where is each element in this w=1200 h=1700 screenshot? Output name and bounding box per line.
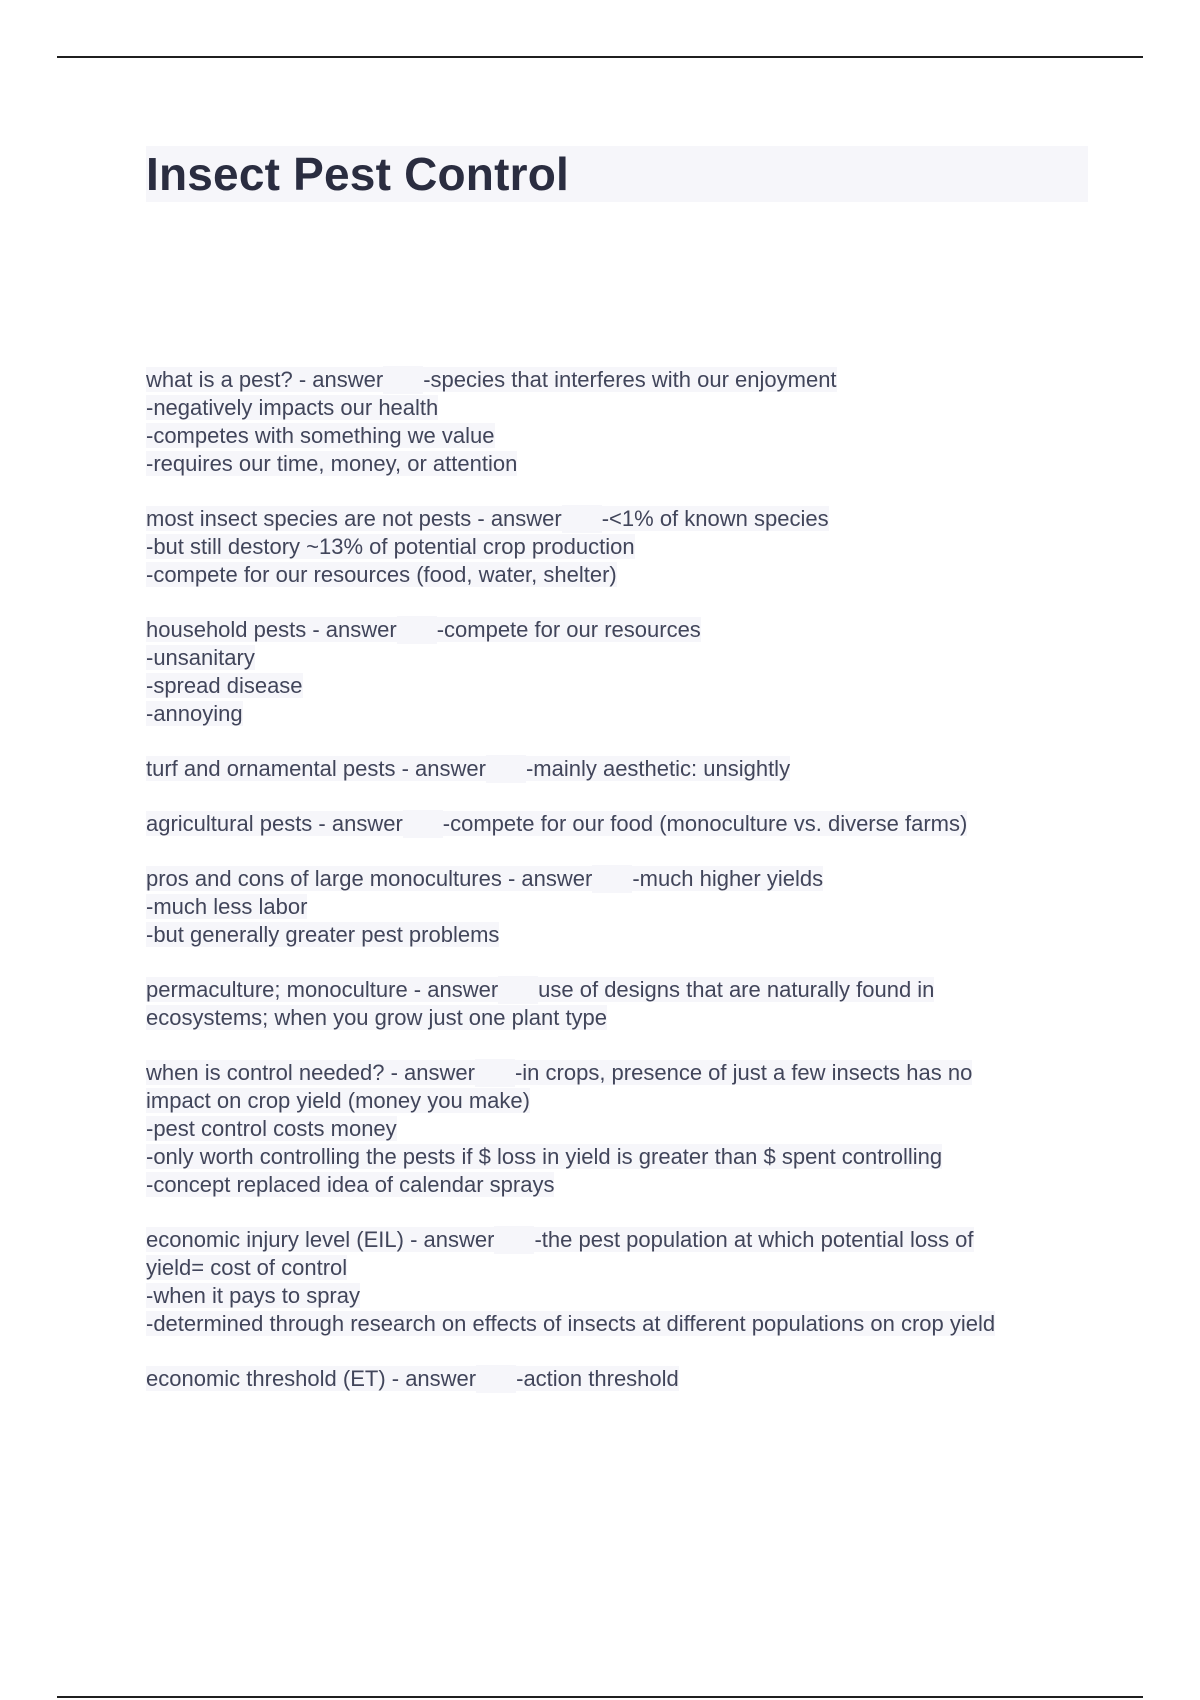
flashcard-first-line <box>146 1226 1096 1254</box>
flashcard-term: household pests - answer <box>146 617 397 642</box>
flashcard-answer-line: -unsanitary <box>146 645 255 670</box>
title-band <box>146 146 1088 202</box>
flashcard <box>146 755 1096 783</box>
flashcard-answer-line: -mainly aesthetic: unsightly <box>525 756 791 781</box>
flashcard-answer-line: -much higher yields <box>632 866 824 891</box>
flashcard-answer-line: -but generally greater pest problems <box>146 922 500 947</box>
flashcard-first-line <box>146 1365 1096 1393</box>
flashcard-answer-line: -annoying <box>146 701 243 726</box>
flashcard <box>146 616 1096 728</box>
flashcard-answer-line: -species that interferes with our enjoyment <box>423 367 837 392</box>
flashcard-answer-line: -requires our time, money, or attention <box>146 451 518 476</box>
flashcard-term: what is a pest? - answer <box>146 367 384 392</box>
flashcard <box>146 1365 1096 1393</box>
flashcard-first-line <box>146 1059 1096 1087</box>
flashcard-answer-line: -only worth controlling the pests if $ loss in yield is greater than $ spent controlling <box>146 1144 943 1169</box>
flashcard-answer-line: -compete for our resources (food, water, shelter) <box>146 562 617 587</box>
flashcard-term: turf and ornamental pests - answer <box>146 756 486 781</box>
flashcard <box>146 865 1096 949</box>
flashcard <box>146 505 1096 589</box>
top-rule <box>57 56 1143 58</box>
flashcard-answer-line: -<1% of known species <box>601 506 829 531</box>
flashcard-first-line <box>146 865 1096 893</box>
flashcard-answer-line: use of designs that are naturally found in <box>538 977 935 1002</box>
flashcard-answer-line: -concept replaced idea of calendar sprays <box>146 1172 555 1197</box>
flashcard-term: permaculture; monoculture - answer <box>146 977 499 1002</box>
flashcard-answer-line: -compete for our resources <box>436 617 701 642</box>
flashcard-term: economic injury level (EIL) - answer <box>146 1227 495 1252</box>
flashcard-term: when is control needed? - answer <box>146 1060 475 1085</box>
flashcard <box>146 1059 1096 1199</box>
flashcard-first-line <box>146 810 1096 838</box>
flashcard <box>146 366 1096 478</box>
flashcard-term: economic threshold (ET) - answer <box>146 1366 477 1391</box>
flashcard-first-line <box>146 616 1096 644</box>
flashcard-answer-line: -pest control costs money <box>146 1116 397 1141</box>
flashcard-answer-line: ecosystems; when you grow just one plant type <box>146 1005 608 1030</box>
flashcard-answer-line: -determined through research on effects of insects at different populations on crop yield <box>146 1311 996 1336</box>
flashcard-first-line <box>146 366 1096 394</box>
flashcard-term: pros and cons of large monocultures - answer <box>146 866 593 891</box>
flashcard <box>146 1226 1096 1338</box>
flashcard-first-line <box>146 505 1096 533</box>
flashcard-term: most insect species are not pests - answer <box>146 506 562 531</box>
flashcard-answer-line: impact on crop yield (money you make) <box>146 1088 530 1113</box>
flashcard-list <box>146 366 1096 1420</box>
flashcard-answer-line: -in crops, presence of just a few insects has no <box>514 1060 973 1085</box>
flashcard-answer-line: -but still destory ~13% of potential crop production <box>146 534 635 559</box>
flashcard-answer-line: -the pest population at which potential loss of <box>534 1227 974 1252</box>
flashcard-term: agricultural pests - answer <box>146 811 403 836</box>
flashcard-answer-line: -action threshold <box>516 1366 679 1391</box>
page-title: Insect Pest Control <box>146 148 569 200</box>
flashcard <box>146 810 1096 838</box>
flashcard-answer-line: -spread disease <box>146 673 303 698</box>
flashcard-first-line <box>146 976 1096 1004</box>
flashcard-answer-line: -competes with something we value <box>146 423 495 448</box>
flashcard-answer-line: -much less labor <box>146 894 308 919</box>
flashcard-answer-line: -negatively impacts our health <box>146 395 439 420</box>
flashcard-answer-line: yield= cost of control <box>146 1255 348 1280</box>
flashcard-answer-line: -compete for our food (monoculture vs. diverse farms) <box>442 811 968 836</box>
flashcard <box>146 976 1096 1032</box>
flashcard-answer-line: -when it pays to spray <box>146 1283 360 1308</box>
bottom-rule <box>57 1696 1143 1698</box>
flashcard-first-line <box>146 755 1096 783</box>
